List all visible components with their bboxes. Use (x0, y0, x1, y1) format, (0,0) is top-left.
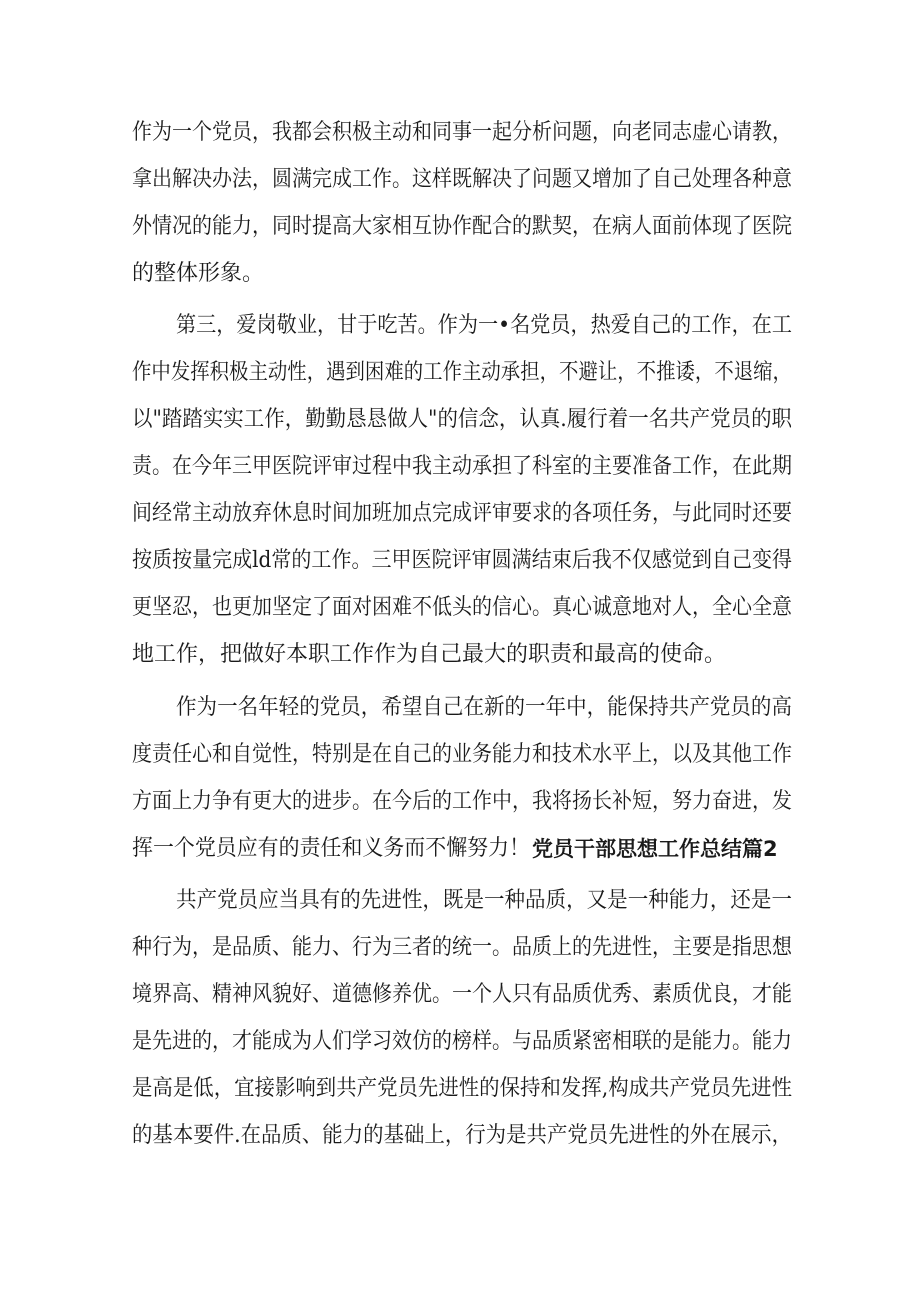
line-text: 共产党员应当具有的先进性，既是一种品质，又是一种能力，还是一 (176, 888, 792, 913)
line-text: 间经常主动放弃休息时间加班加点完成评审要求的各项任务，与此同时还要 (132, 501, 793, 526)
line-text: 地工作，把做好本职工作作为自己最大的职责和最高的使命。 (132, 642, 727, 667)
text-line (0, 207, 920, 247)
line-text: 度责任心和自觉性，特别是在自己的业务能力和技术水平上，以及其他工作 (132, 742, 793, 767)
text-line (0, 782, 920, 822)
line-text: 是先进的，才能成为人们学习效仿的榜样。与品质紧密相联的是能力。能力 (132, 1029, 793, 1054)
line-text: 境界高、精神风貌好、道德修养优。一个人只有品质优秀、素质优良，才能 (132, 982, 793, 1007)
text-line (0, 447, 920, 487)
text-line (0, 881, 920, 921)
line-text: 的整体形象。 (132, 261, 265, 286)
text-line (0, 353, 920, 393)
text-line (0, 254, 920, 294)
text-line (0, 160, 920, 200)
line-text: 种行为，是品质、能力、行为三者的统一。品质上的先进性，主要是指思想 (132, 935, 793, 960)
text-line (0, 1116, 920, 1156)
line-text: 挥一个党员应有的责任和义务而不懈努力！ (132, 836, 530, 861)
text-line (0, 113, 920, 153)
line-text: 第三，爱岗敬业，甘于吃苦。作为一•名党员，热爱自己的工作，在工 (176, 313, 792, 338)
text-line (0, 829, 920, 869)
text-line (0, 588, 920, 628)
text-line (0, 400, 920, 440)
text-line (0, 306, 920, 346)
line-text: 更坚忍，也更加坚定了面对困难不低头的信心。真心诚意地对人，全心全意 (132, 595, 793, 620)
text-line (0, 975, 920, 1015)
section-heading: 党员干部思想工作总结篇2 (532, 837, 778, 861)
line-text: 作为一名年轻的党员，希望自己在新的一年中，能保持共产党员的高 (176, 695, 792, 720)
line-text: 责。在今年三甲医院评审过程中我主动承担了科室的主要准备工作，在此期 (132, 454, 793, 479)
line-text: 作中发挥积极主动性，遇到困难的工作主动承担，不避让，不推诿，不退缩， (132, 360, 792, 385)
line-text: 拿出解决办法，圆满完成工作。这样既解决了问题又增加了自己处理各种意 (132, 167, 793, 192)
text-line (0, 1069, 920, 1109)
line-text: 外情况的能力，同时提高大家相互协作配合的默契，在病人面前体现了医院 (132, 214, 793, 239)
text-line (0, 1022, 920, 1062)
line-text: 作为一个党员，我都会积极主动和同事一起分析问题，向老同志虚心请教， (132, 120, 793, 145)
line-text: 的基本要件.在品质、能力的基础上，行为是共产党员先进性的外在展示， (132, 1123, 793, 1148)
text-line (0, 494, 920, 534)
line-text: 是高是低，宜接影响到共产党员先进性的保持和发挥,构成共产党员先进性 (132, 1076, 793, 1101)
text-line (0, 541, 920, 581)
line-text: 按质按量完成ld常的工作。三甲医院评审圆满结束后我不仅感觉到自己变得 (132, 548, 793, 573)
text-line (0, 688, 920, 728)
line-text: 以"踏踏实实工作，勤勤恳恳做人"的信念，认真.履行着一名共产党员的职 (132, 407, 793, 432)
text-line (0, 928, 920, 968)
line-text: 方面上力争有更大的进步。在今后的工作中，我将扬长补短，努力奋进，发 (132, 789, 793, 814)
text-line (0, 735, 920, 775)
text-line (0, 635, 920, 675)
